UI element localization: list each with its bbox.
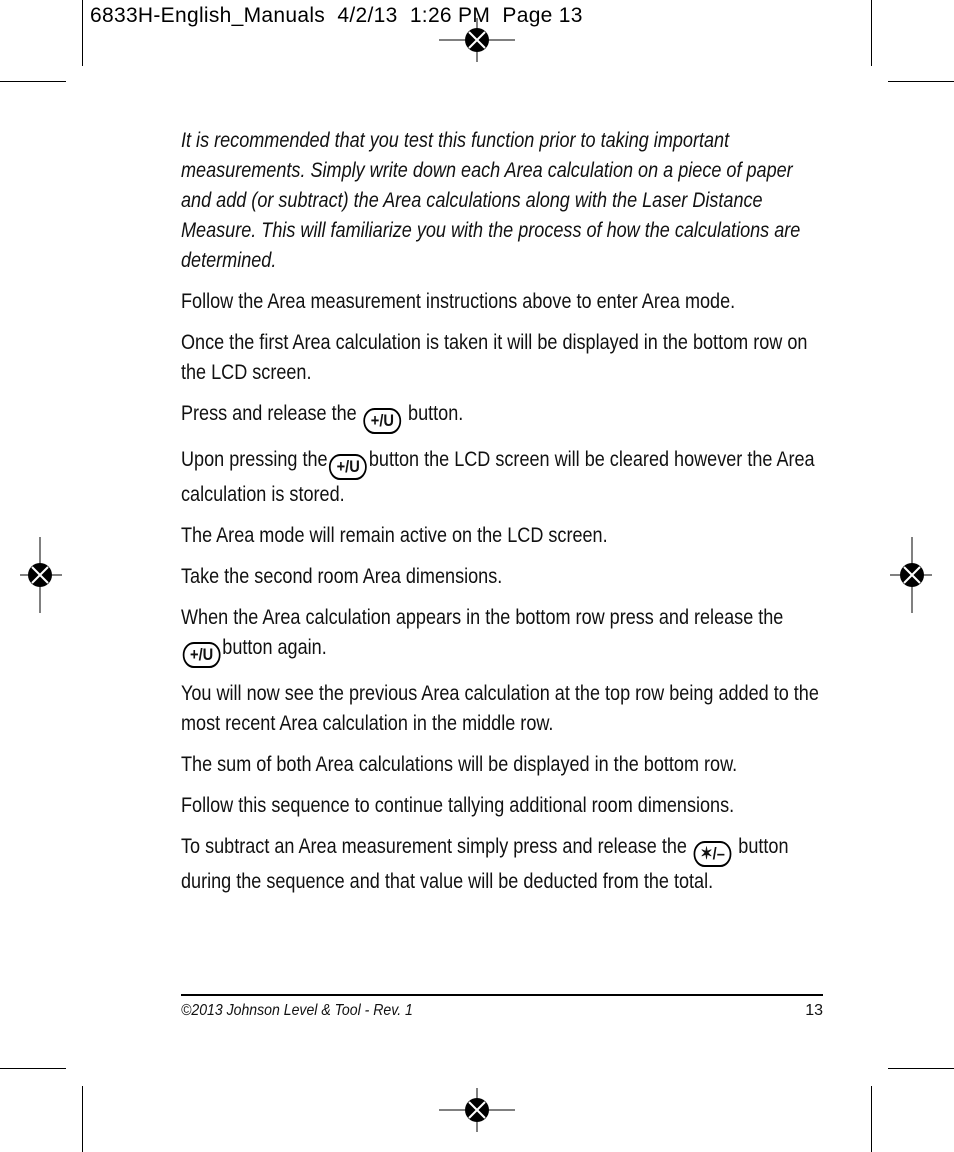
registration-mark-icon (437, 0, 517, 80)
crop-mark (888, 1068, 954, 1069)
light-minus-button-icon: ✶/– (694, 841, 732, 867)
registration-mark-icon (872, 535, 952, 615)
page-number: 13 (805, 1002, 823, 1019)
paragraph (181, 603, 826, 668)
paragraph-text: To subtract an Area measurement simply press and release the (181, 835, 687, 858)
paragraph-text: button during the sequence and that value will be deducted from the total. (181, 835, 789, 893)
paragraph-text: When the Area calculation appears in the bottom row press and release the (181, 606, 784, 629)
plus-u-button-icon: +/U (363, 408, 401, 434)
paragraph (181, 399, 826, 434)
crop-mark (888, 81, 954, 82)
footer-copyright: ©2013 Johnson Level & Tool - Rev. 1 (181, 1002, 413, 1019)
paragraph: The Area mode will remain active on the LCD screen. (181, 524, 608, 547)
paragraph: You will now see the previous Area calculation at the top row being added to the most recent Area calculation in the middle row. (181, 682, 819, 735)
crop-mark (871, 1086, 872, 1152)
registration-mark-icon (437, 1070, 517, 1150)
registration-mark-icon (0, 535, 80, 615)
crop-mark (82, 0, 83, 66)
paragraph: Once the first Area calculation is taken it will be displayed in the bottom row on the LCD screen. (181, 331, 808, 384)
crop-mark (0, 81, 66, 82)
paragraph-text: Press and release the (181, 402, 357, 425)
manual-body (181, 126, 826, 908)
paragraph: Follow the Area measurement instructions above to enter Area mode. (181, 290, 736, 313)
paragraph-text: button. (408, 402, 464, 425)
crop-mark (871, 0, 872, 66)
paragraph: The sum of both Area calculations will be displayed in the bottom row. (181, 753, 738, 776)
paragraph: Follow this sequence to continue tallying additional room dimensions. (181, 794, 735, 817)
footer-divider (181, 994, 823, 996)
plus-u-button-icon: +/U (183, 642, 221, 668)
crop-mark (0, 1068, 66, 1069)
paragraph-text: button again. (222, 636, 327, 659)
intro-note: It is recommended that you test this function prior to taking important measurements. Simply write down each Area calculation on a piece of paper and add (or subtract) the Area calculations along with the Laser Distance Measure. This will familiarize you with the process of how the calculations are determined. (181, 129, 801, 272)
paragraph (181, 832, 826, 897)
plus-u-button-icon: +/U (329, 454, 367, 480)
paragraph (181, 445, 826, 510)
print-slug: 6833H-English_Manuals 4/2/13 1:26 PM Page 13 (90, 4, 583, 27)
crop-mark (82, 1086, 83, 1152)
paragraph-text: button the LCD screen will be cleared however the Area calculation is stored. (181, 448, 815, 506)
paragraph: Take the second room Area dimensions. (181, 565, 503, 588)
paragraph-text: Upon pressing the (181, 448, 328, 471)
